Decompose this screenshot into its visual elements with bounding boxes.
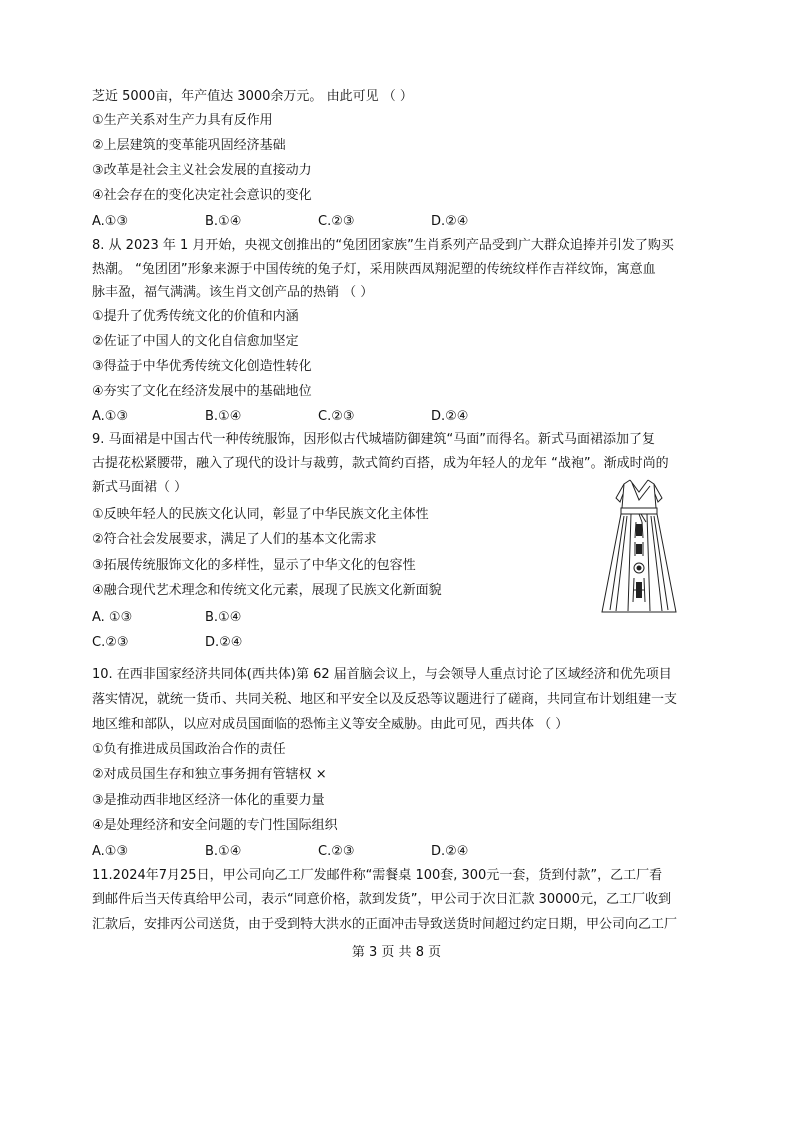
q8-option-d: D.②④: [431, 409, 469, 424]
q10-stem-line-1: 10. 在西非国家经济共同体(西共体)第 62 届首脑会议上，与会领导人重点讨论了区域经济和优先项目: [92, 667, 672, 682]
q9-option-b: B.①④: [205, 610, 242, 625]
q9-item-1: ①反映年轻人的民族文化认同，彰显了中华民族文化主体性: [92, 507, 429, 522]
q8-stem-line-3: 脉丰盈，福气满满。该生肖文创产品的热销 （ ）: [92, 285, 374, 300]
q9-item-3: ③拓展传统服饰文化的多样性，显示了中华文化的包容性: [92, 558, 416, 573]
q10-item-1: ①负有推进成员国政治合作的责任: [92, 742, 286, 757]
q8-item-1: ①提升了优秀传统文化的价值和内涵: [92, 309, 299, 324]
q10-option-d: D.②④: [431, 844, 469, 859]
q9-stem-line-2: 古提花松紧腰带，融入了现代的设计与裁剪，款式简约百搭，成为年轻人的龙年 “战袍”。渐成时尚的: [92, 456, 669, 471]
q8-item-4: ④夯实了文化在经济发展中的基础地位: [92, 384, 312, 399]
q8-option-b: B.①④: [205, 409, 242, 424]
q7-item-1: ①生产关系对生产力具有反作用: [92, 113, 273, 128]
q10-stem-line-2: 落实情况，就统一货币、共同关税、地区和平安全以及反恐等议题进行了磋商，共同宣布计划组建一支: [92, 692, 678, 707]
q9-item-4: ④融合现代艺术理念和传统文化元素，展现了民族文化新面貌: [92, 583, 442, 598]
q10-item-4: ④是处理经济和安全问题的专门性国际组织: [92, 818, 338, 833]
q11-stem-line-1: 11.2024年7月25日，甲公司向乙工厂发邮件称“需餐桌 100套, 300元一套，货到付款”，乙工厂看: [92, 868, 663, 883]
q10-option-b: B.①④: [205, 844, 242, 859]
q9-option-a: A. ①③: [92, 610, 133, 625]
q9-option-c: C.②③: [92, 635, 129, 650]
q8-item-3: ③得益于中华优秀传统文化创造性转化: [92, 359, 312, 374]
q9-stem-line-3: 新式马面裙（ ）: [92, 480, 188, 495]
q11-stem-line-2: 到邮件后当天传真给甲公司，表示“同意价格，款到发货”，甲公司于次日汇款 30000元，乙工厂收到: [92, 892, 671, 907]
q10-option-a: A.①③: [92, 844, 129, 859]
q11-stem-line-3: 汇款后，安排丙公司送货，由于受到特大洪水的正面冲击导致送货时间超过约定日期，甲公司向乙工厂: [92, 917, 678, 932]
q8-stem-line-2: 热潮。 “兔团团”形象来源于中国传统的兔子灯，采用陕西凤翔泥塑的传统纹样作吉祥纹饰，寓意血: [92, 262, 656, 277]
q7-item-3: ③改革是社会主义社会发展的直接动力: [92, 163, 312, 178]
q8-item-2: ②佐证了中国人的文化自信愈加坚定: [92, 334, 299, 349]
q7-item-2: ②上层建筑的变革能巩固经济基础: [92, 138, 286, 153]
q10-stem-line-3: 地区维和部队，以应对成员国面临的恐怖主义等安全威胁。由此可见，西共体 （ ）: [92, 717, 569, 732]
q7-option-b: B.①④: [205, 214, 242, 229]
q7-item-4: ④社会存在的变化决定社会意识的变化: [92, 188, 312, 203]
q8-option-c: C.②③: [318, 409, 355, 424]
q7-option-d: D.②④: [431, 214, 469, 229]
mamian-skirt-illustration: [594, 478, 684, 618]
q8-option-a: A.①③: [92, 409, 129, 424]
q9-stem-line-1: 9. 马面裙是中国古代一种传统服饰，因形似古代城墙防御建筑“马面”而得名。新式马面裙添加了复: [92, 432, 656, 447]
q9-option-d: D.②④: [205, 635, 243, 650]
q7-stem-cont: 芝近 5000亩，年产值达 3000余万元。 由此可见 （ ）: [92, 89, 413, 104]
q7-option-a: A.①③: [92, 214, 129, 229]
q10-item-3: ③是推动西非地区经济一体化的重要力量: [92, 793, 325, 808]
q10-item-2: ②对成员国生存和独立事务拥有管辖权 ×: [92, 767, 327, 782]
q9-item-2: ②符合社会发展要求，满足了人们的基本文化需求: [92, 532, 377, 547]
q10-option-c: C.②③: [318, 844, 355, 859]
page-footer: 第 3 页 共 8 页: [351, 945, 442, 960]
q8-stem-line-1: 8. 从 2023 年 1 月开始，央视文创推出的“兔团团家族”生肖系列产品受到广大群众追捧并引发了购买: [92, 238, 674, 253]
q7-option-c: C.②③: [318, 214, 355, 229]
